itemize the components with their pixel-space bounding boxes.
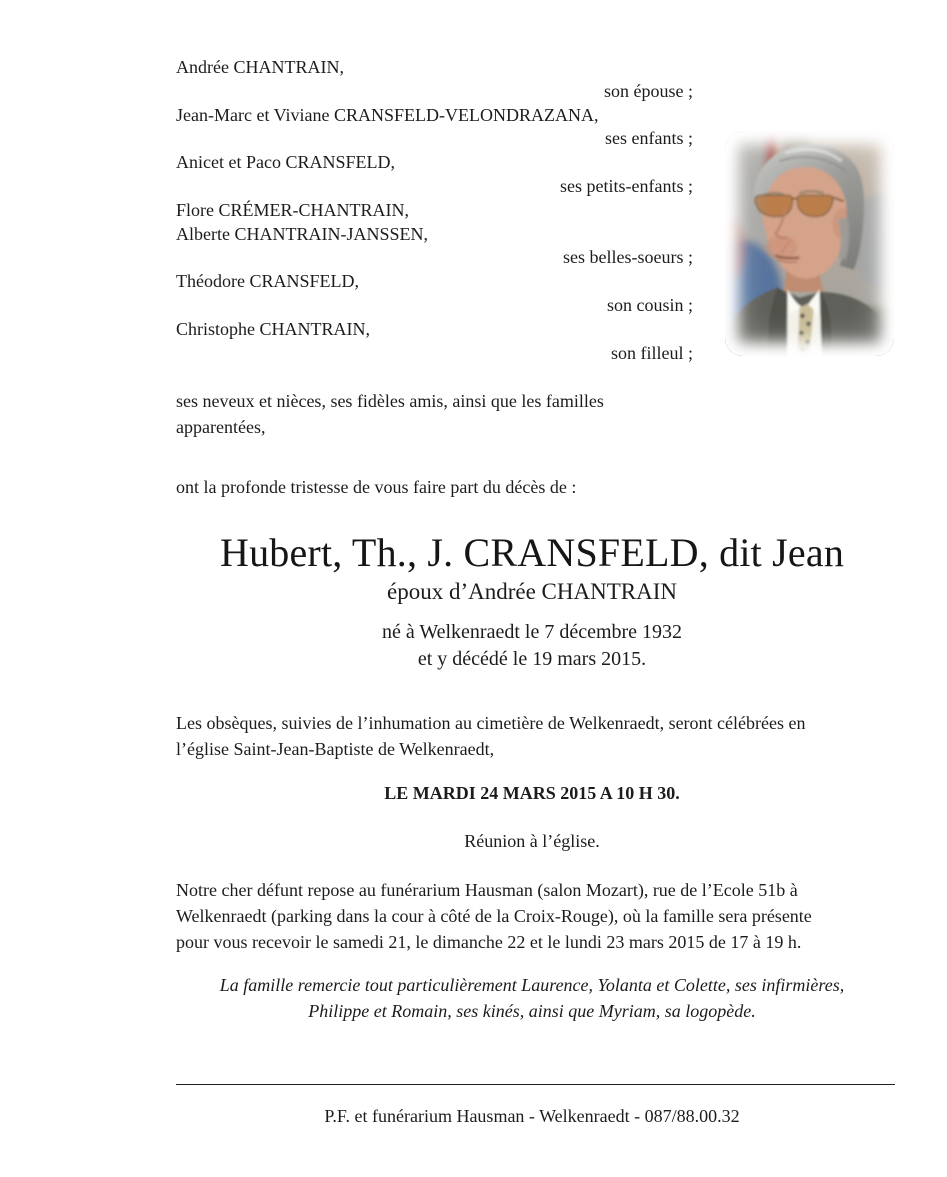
thanks-paragraph bbox=[176, 972, 888, 1024]
family-name: Alberte CHANTRAIN-JANSSEN, bbox=[176, 223, 428, 244]
visitation-line: pour vous recevoir le samedi 21, le dimanche 22 et le lundi 23 mars 2015 de 17 à 19 h. bbox=[176, 932, 802, 952]
birth-line: né à Welkenraedt le 7 décembre 1932 bbox=[381, 621, 683, 643]
family-name: Andrée CHANTRAIN, bbox=[176, 57, 344, 77]
funeral-line: Les obsèques, suivies de l’inhumation au cimetière de Welkenraedt, seront célébrées en bbox=[176, 713, 806, 733]
family-relation: son cousin ; bbox=[606, 294, 693, 315]
family-relation: son épouse ; bbox=[604, 80, 693, 101]
relatives-note-line: apparentées, bbox=[176, 416, 266, 437]
announcement-line: ont la profonde tristesse de vous faire part du décès de : bbox=[176, 477, 577, 497]
family-name: Christophe CHANTRAIN, bbox=[176, 318, 370, 339]
meeting-line: Réunion à l’église. bbox=[464, 831, 600, 851]
family-name: Théodore CRANSFELD, bbox=[176, 271, 359, 292]
family-name: Jean-Marc et Viviane CRANSFELD-VELONDRAZANA, bbox=[176, 104, 599, 125]
visitation-line: Welkenraedt (parking dans la cour à côté de la Croix-Rouge), où la famille sera présente bbox=[176, 906, 812, 926]
footer-funeral-home: P.F. et funérarium Hausman - Welkenraedt - 087/88.00.32 bbox=[324, 1106, 740, 1126]
thanks-line: Philippe et Romain, ses kinés, ainsi que Myriam, sa logopède. bbox=[308, 1001, 756, 1021]
footer-divider bbox=[176, 1084, 895, 1085]
family-relation: son filleul ; bbox=[611, 342, 693, 363]
family-relation: ses enfants ; bbox=[605, 128, 693, 149]
family-relation: ses belles-soeurs ; bbox=[563, 247, 693, 268]
death-line: et y décédé le 19 mars 2015. bbox=[417, 648, 647, 670]
deceased-name: Hubert, Th., J. CRANSFELD, dit Jean bbox=[219, 530, 845, 575]
funeral-paragraph bbox=[176, 710, 806, 762]
thanks-line: La famille remercie tout particulièrement Laurence, Yolanta et Colette, ses infirmières, bbox=[219, 975, 845, 995]
family-list bbox=[176, 56, 693, 365]
portrait-illustration bbox=[725, 131, 894, 356]
relatives-note-line: ses neveux et nièces, ses fidèles amis, ainsi que les familles bbox=[176, 391, 604, 411]
family-relation: ses petits-enfants ; bbox=[560, 175, 693, 196]
funeral-line: l’église Saint-Jean-Baptiste de Welkenraedt, bbox=[176, 739, 495, 759]
ceremony-date: LE MARDI 24 MARS 2015 A 10 H 30. bbox=[384, 783, 680, 803]
visitation-line: Notre cher défunt repose au funérarium Hausman (salon Mozart), rue de l’Ecole 51b à bbox=[176, 880, 798, 900]
relatives-note bbox=[176, 389, 604, 440]
spouse-line: époux d’Andrée CHANTRAIN bbox=[387, 579, 677, 604]
family-name: Flore CRÉMER-CHANTRAIN, bbox=[176, 199, 409, 220]
deceased-portrait-photo bbox=[725, 131, 894, 356]
visitation-paragraph bbox=[176, 877, 812, 955]
family-name: Anicet et Paco CRANSFELD, bbox=[176, 152, 395, 173]
